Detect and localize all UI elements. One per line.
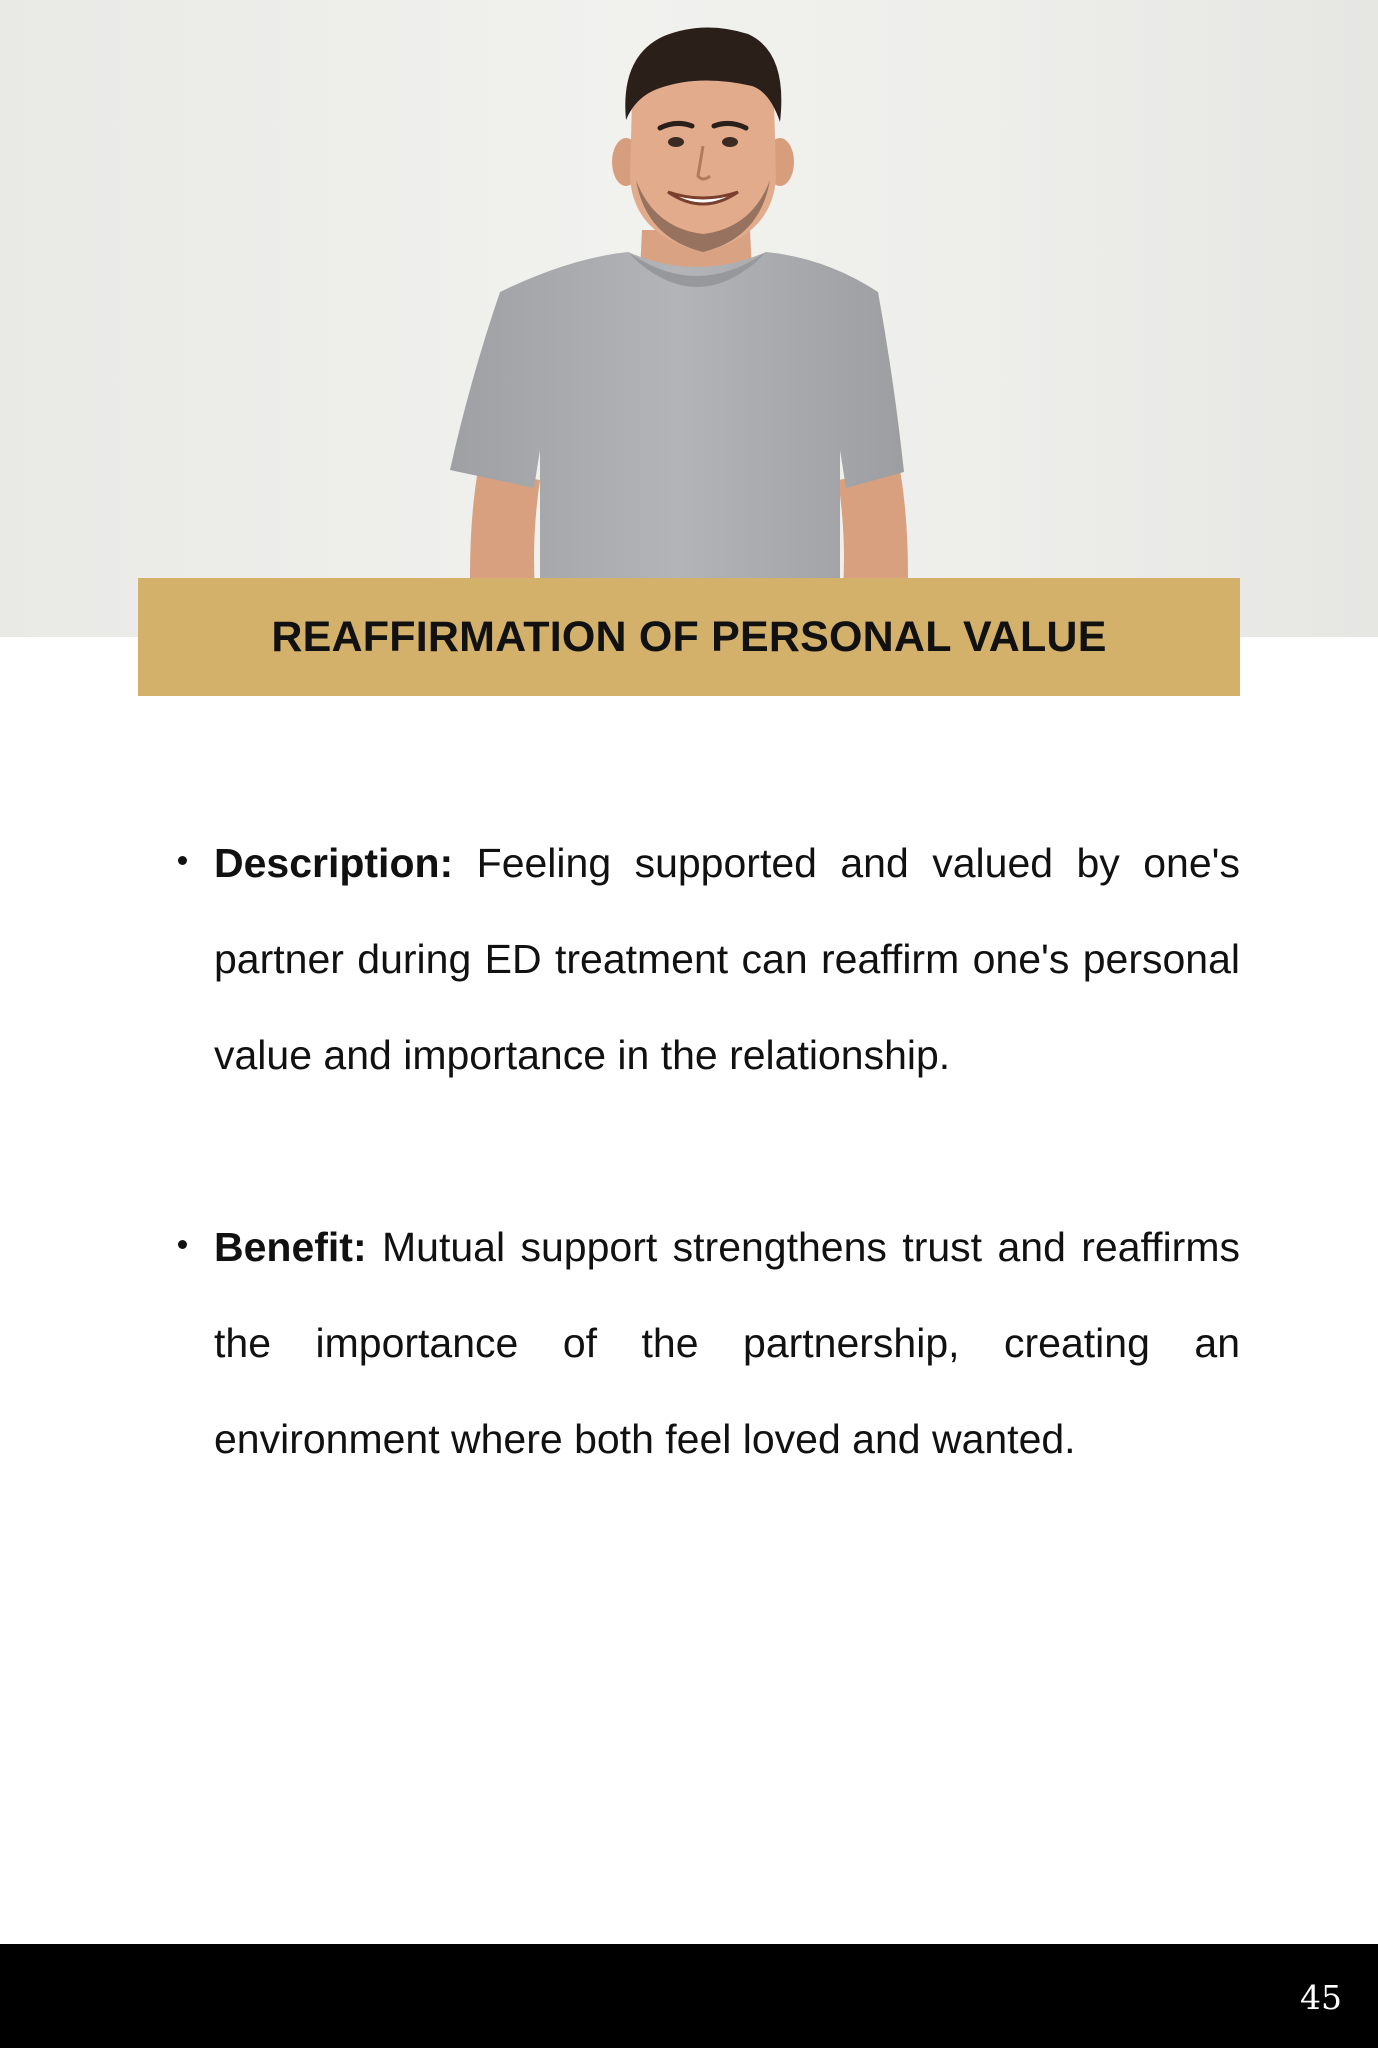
bullet-icon: [178, 856, 187, 865]
bullet-text: Feeling supported and valued by one's partner during ED treatment can reaffirm one's personal value and importance in the relationship.: [214, 840, 1240, 1078]
footer-bar: [0, 1944, 1378, 2048]
bullet-icon: [178, 1240, 187, 1249]
bullet-label: Benefit:: [214, 1224, 367, 1270]
list-item-description: [174, 815, 1240, 1103]
bullet-list: [174, 815, 1240, 1487]
hero-photo: [0, 0, 1378, 637]
page-title: REAFFIRMATION OF PERSONAL VALUE: [271, 612, 1107, 661]
bullet-text: Mutual support strengthens trust and reaffirms the importance of the partnership, creating an environment where both feel loved and wanted.: [214, 1224, 1240, 1462]
page-number: 45: [1300, 1978, 1342, 2017]
list-item-benefit: [174, 1199, 1240, 1487]
smiling-man-illustration: [0, 0, 1378, 637]
bullet-label: Description:: [214, 840, 454, 886]
title-banner: [138, 578, 1240, 696]
